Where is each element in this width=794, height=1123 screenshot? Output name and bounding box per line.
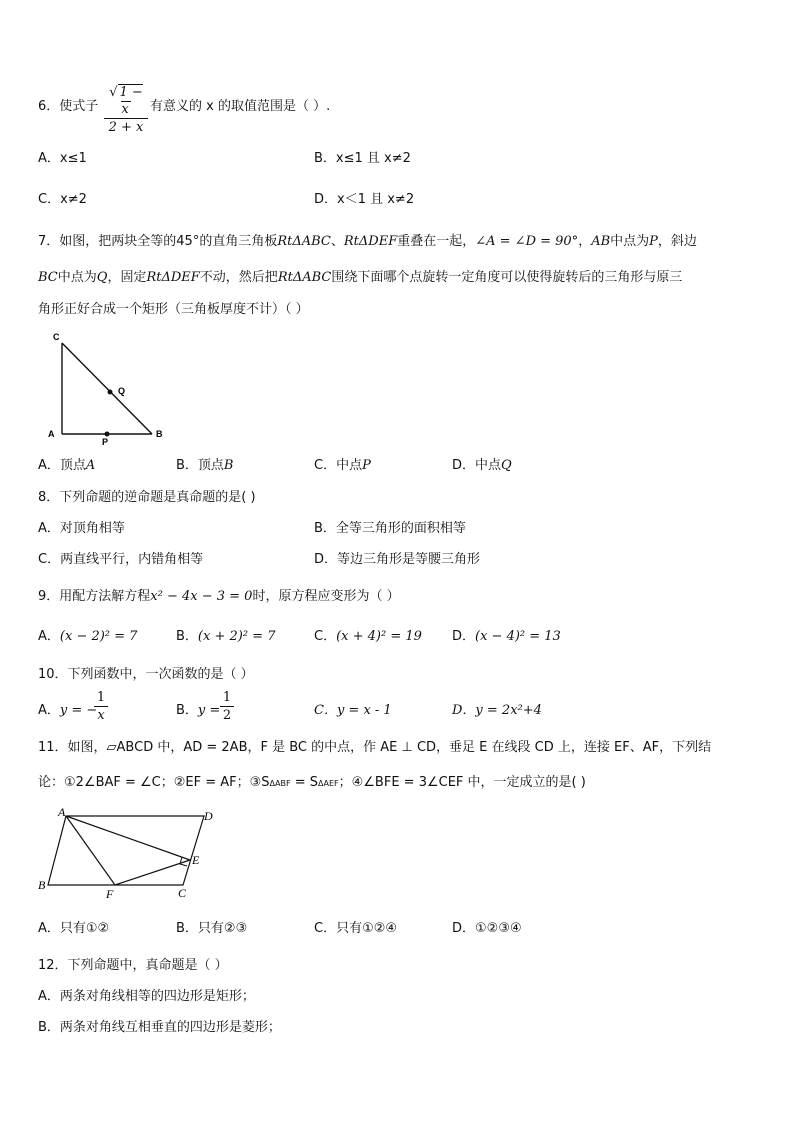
- q7-math: P: [649, 234, 658, 249]
- q11-segment-fe: [115, 860, 190, 885]
- q7-opt-text: D．中点: [452, 458, 502, 473]
- q7-text: ，斜边: [657, 234, 697, 249]
- q9-equation: x² − 4x − 3 = 0: [150, 589, 253, 604]
- q7-edge-cb: [62, 343, 152, 434]
- q9-option-d: [452, 629, 561, 645]
- q7-option-d: [452, 458, 512, 474]
- q9-opt-eq: (x − 4)² = 13: [475, 629, 561, 644]
- q7-math: RtΔABC: [277, 234, 331, 249]
- q7-stem-line2: [38, 270, 682, 286]
- q7-label-b: B: [156, 429, 163, 439]
- q11-segment-ae: [66, 816, 190, 860]
- q11-option-d: D．①②③④: [452, 921, 522, 936]
- q12-option-b: B．两条对角线互相垂直的四边形是菱形；: [38, 1020, 281, 1035]
- q7-text: 7．如图，把两块全等的45°的直角三角板: [38, 234, 278, 249]
- q9-opt-label: D．: [452, 629, 476, 644]
- q10-option-c: C．y = x - 1: [314, 703, 392, 718]
- q7-text: 围绕下面哪个点旋转一定角度可以使得旋转后的三角形与原三: [331, 270, 683, 285]
- q11-stem-line1: 11．如图，▱ABCD 中，AD = 2AB，F 是 BC 的中点，作 AE ⊥ CD，垂足 E 在线段 CD 上，连接 EF、AF，下列结: [38, 740, 712, 755]
- q7-label-p: P: [102, 437, 109, 445]
- q7-option-b: [176, 458, 233, 474]
- q6-fraction: √ 1 − x 2 + x: [104, 84, 148, 136]
- q7-opt-text: C．中点: [314, 458, 363, 473]
- q9-opt-eq: (x − 2)² = 7: [59, 629, 138, 644]
- q7-label-a: A: [48, 429, 55, 439]
- q7-point-q: [108, 390, 113, 395]
- q10-b-den: 2: [222, 708, 232, 723]
- q11-stem-line2: [38, 775, 586, 792]
- q10-a-num: 1: [96, 690, 106, 705]
- q10-option-a: [38, 703, 97, 719]
- q9-stem: [38, 589, 400, 605]
- q7-stem-line3: 角形正好合成一个矩形（三角板厚度不计）（ ）: [38, 302, 309, 317]
- q8-stem: 8．下列命题的逆命题是真命题的是( ): [38, 490, 256, 505]
- q11-parallelogram-figure: [34, 806, 224, 901]
- q7-math: RtΔDEF: [343, 234, 398, 249]
- q8-option-a: A．对顶角相等: [38, 521, 125, 536]
- q11-label-b: B: [38, 878, 46, 892]
- q6-stem-prefix: 6．使式子: [38, 99, 99, 114]
- q9-opt-label: A．: [38, 629, 60, 644]
- q11-text: 论：①2∠BAF = ∠C；②EF = AF；③S: [38, 775, 270, 790]
- q9-opt-eq: (x + 4)² = 19: [336, 629, 422, 644]
- q9-text: 时，原方程应变形为（ ）: [252, 589, 400, 604]
- q7-label-c: C: [53, 332, 60, 342]
- q6-option-a: A．x≤1: [38, 151, 87, 166]
- q11-label-c: C: [178, 886, 187, 900]
- q7-math: BC: [38, 270, 58, 285]
- q7-math: RtΔABC: [277, 270, 332, 285]
- q10-b-num: 1: [222, 690, 232, 705]
- q7-opt-text: A．顶点: [38, 458, 86, 473]
- q7-option-c: [314, 458, 371, 474]
- q9-opt-label: C．: [314, 629, 337, 644]
- q7-math: RtΔDEF: [146, 270, 200, 285]
- q7-text: 重叠在一起，: [397, 234, 476, 249]
- q7-math: Q: [96, 270, 108, 285]
- q10-opt-lhs: y =: [197, 703, 221, 718]
- q7-text: ，: [578, 234, 592, 249]
- q7-text: ，固定: [107, 270, 147, 285]
- q9-text: 9．用配方法解方程: [38, 589, 151, 604]
- q7-math: ∠A = ∠D = 90°: [475, 234, 579, 249]
- q7-point-p: [105, 432, 110, 437]
- q7-triangle-figure: [40, 330, 180, 445]
- q10-a-den: x: [97, 708, 105, 723]
- q6-option-d: D．x＜1 且 x≠2: [314, 192, 415, 207]
- q6-stem-suffix: 有意义的 x 的取值范围是（ ）.: [150, 99, 331, 114]
- q10-option-d: D．y = 2x²+4: [452, 703, 542, 718]
- q10-opt-label: A．: [38, 703, 60, 718]
- q6-option-c: C．x≠2: [38, 192, 87, 207]
- q6-option-b: B．x≤1 且 x≠2: [314, 151, 411, 166]
- q11-text: = S: [290, 775, 319, 790]
- q10-stem: 10．下列函数中，一次函数的是（ ）: [38, 667, 254, 682]
- q11-label-d: D: [204, 809, 213, 823]
- q7-label-q: Q: [118, 386, 126, 396]
- q9-option-b: [176, 629, 275, 645]
- q11-option-a: A．只有①②: [38, 921, 110, 936]
- q11-subscript: ΔAEF: [318, 779, 339, 788]
- q11-parallelogram-abcd: [48, 816, 204, 885]
- q8-option-c: C．两直线平行，内错角相等: [38, 552, 204, 567]
- q11-text: ；④∠BFE = 3∠CEF 中，一定成立的是( ): [338, 775, 586, 790]
- q9-opt-eq: (x + 2)² = 7: [197, 629, 276, 644]
- q8-option-d: D．等边三角形是等腰三角形: [314, 552, 481, 567]
- q6-denominator: 2 + x: [108, 120, 144, 135]
- q6-radicand: 1 − x: [119, 85, 143, 117]
- q12-option-a: A．两条对角线相等的四边形是矩形；: [38, 989, 255, 1004]
- q11-subscript: ΔABF: [269, 779, 291, 788]
- q9-option-a: [38, 629, 137, 645]
- q11-label-f: F: [106, 887, 114, 901]
- q10-opt-lhs: y = −: [59, 703, 98, 718]
- q8-option-b: B．全等三角形的面积相等: [314, 521, 466, 536]
- q7-math: AB: [591, 234, 611, 249]
- q9-option-c: [314, 629, 422, 645]
- q7-opt-var: A: [85, 458, 96, 473]
- q10-opt-label: B．: [176, 703, 198, 718]
- q7-opt-var: B: [223, 458, 234, 473]
- q7-opt-var: P: [362, 458, 371, 473]
- q7-opt-text: B．顶点: [176, 458, 224, 473]
- q11-label-a: A: [58, 806, 66, 819]
- q7-text: 不动，然后把: [199, 270, 278, 285]
- q7-option-a: [38, 458, 95, 474]
- q11-label-e: E: [192, 853, 200, 867]
- q10-option-b: [176, 703, 220, 719]
- q9-opt-label: B．: [176, 629, 198, 644]
- q11-segment-af: [66, 816, 115, 885]
- q11-option-b: B．只有②③: [176, 921, 248, 936]
- q7-text: 中点为: [610, 234, 650, 249]
- q11-option-c: C．只有①②④: [314, 921, 398, 936]
- q7-text: 、: [330, 234, 344, 249]
- q12-stem: 12．下列命题中，真命题是（ ）: [38, 958, 228, 973]
- q10-option-b-fraction: [220, 689, 234, 724]
- q7-opt-var: Q: [501, 458, 512, 473]
- q10-option-a-fraction: [94, 689, 108, 724]
- q7-text: 中点为: [57, 270, 97, 285]
- q7-stem-line1: [38, 234, 697, 250]
